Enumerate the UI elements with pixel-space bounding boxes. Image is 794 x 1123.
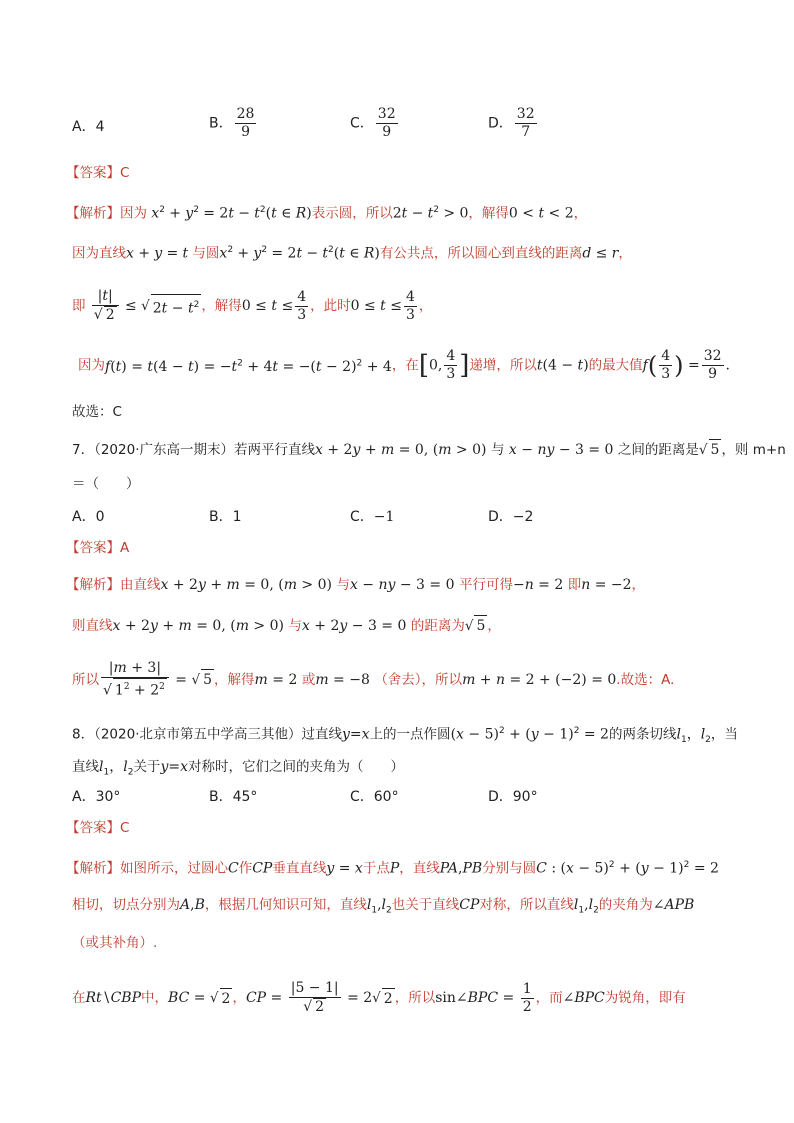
q7-option-c: C．−1 (350, 509, 395, 525)
q6-analysis-line-3: 即 $\frac{|t|}{√ 2}$ ≤ √ $2t - t^2$ ，解得0 ≤ t ≤ $\frac{4}{3}$ ，此时0 ≤ t ≤ $\frac{4}{3}$ ， (72, 288, 433, 323)
q7-stem-line-1: 7．（2020·广东高一期末）若两平行直线x + 2y + m = 0, (m > 0) 与 x − ny − 3 = 0 之间的距离是√ 5 ，则 m+n (72, 439, 786, 460)
answer-value: C (120, 165, 130, 181)
q7-option-d: D．−2 (488, 509, 534, 525)
q6-analysis-line-4: 因为$f(t) = t(4 - t) = -t^2 + 4t = -(t - 2)^2 + 4$，在[0, $\frac{4}{3}$ ]递增，所以t(4 − t)的最大值f( $\frac{4}{3}$ ) = $\frac{32}{9}$ . (78, 348, 730, 382)
q6-analysis-line-1: 【解析】因为 $x^2 + y^2 = 2t - t^2(t$ ∈ R)表示圆，所以$2t - t^2 > 0$，解得0 < t < 2， (66, 205, 588, 222)
q6-analysis-line-2: 因为直线x + y = t 与圆$x^2 + y^2 = 2t - t^2(t$ ∈ R)有公共点，所以圆心到直线的距离d ≤ r， (72, 245, 632, 262)
q7-answer (66, 538, 129, 558)
analysis-tag: 【解析】 (66, 205, 120, 222)
q8-stem-line-2: 直线$l_1$，$l_2$关于y=x对称时，它们之间的夹角为（ ） (72, 759, 404, 778)
q6-choose: 故选：C (72, 404, 122, 420)
q6-option-d (488, 106, 539, 141)
answer-tag: 【答案】 (66, 540, 120, 556)
q6-option-c-label: C． (350, 115, 374, 132)
q8-option-c: C．60° (350, 789, 399, 805)
analysis-tag: 【解析】 (66, 577, 120, 593)
q8-analysis-line-4: 在Rt∖CBP中，BC = √ 2 ，CP = $\frac{|5 - 1|}{√ 2}$ = 2√ 2 ，所以sin∠BPC = $\frac{1}{2}$ ，而∠BPC为锐角，即有 (72, 980, 686, 1015)
q6-option-c (350, 106, 400, 141)
q8-option-b: B．45° (209, 789, 258, 805)
q8-stem-line-1: 8．（2020·北京市第五中学高三其他）过直线y=x上的一点作圆$(x - 5)^2 + (y - 1)^2 = 2$的两条切线$l_1$，$l_2$，当 (72, 726, 738, 746)
answer-value: C (120, 820, 130, 836)
answer-tag: 【答案】 (66, 820, 120, 836)
q6-option-d-fraction: $\frac{32}{7}$ (516, 106, 535, 140)
q6-answer (66, 163, 129, 183)
q7-analysis-line-2: 则直线x + 2y + m = 0, (m > 0) 与x + 2y − 3 = 0 的距离为√ 5 ， (72, 615, 501, 636)
q6-option-d-label: D． (488, 115, 513, 132)
q7-analysis-line-1: 【解析】由直线x + 2y + m = 0, (m > 0) 与x − ny − 3 = 0 平行可得−n = 2 即n = −2， (66, 577, 646, 593)
q8-analysis-line-1: 【解析】如图所示，过圆心C作CP垂直直线y = x于点P，直线PA,PB分别与圆C : $(x - 5)^2 + (y - 1)^2 = 2$ (66, 860, 719, 877)
q6-option-b-fraction: $\frac{28}{9}$ (236, 106, 255, 140)
q8-analysis-line-2: 相切，切点分别为A,B，根据几何知识可知，直线$l_1,l_2$也关于直线CP对称，所以直线$l_1,l_2$的夹角为∠APB (72, 897, 695, 916)
q7-option-b: B．1 (209, 509, 242, 525)
q7-stem-line-2: ＝（ ） (72, 476, 140, 492)
q8-option-d: D．90° (488, 789, 538, 805)
q6-option-a: A．4 (72, 119, 105, 135)
q6-option-b-label: B． (209, 115, 233, 132)
q8-analysis-line-3: （或其补角）. (72, 935, 158, 951)
answer-tag: 【答案】 (66, 165, 120, 181)
q8-option-a: A．30° (72, 789, 121, 805)
q6-option-c-fraction: $\frac{32}{9}$ (377, 106, 396, 140)
q8-answer (66, 818, 129, 838)
q6-option-b (209, 106, 258, 141)
analysis-tag: 【解析】 (66, 860, 120, 877)
q7-analysis-line-3: 所以 $\frac{|m + 3|}{√ 1^2 + 2^2}$ = √ 5 ，解得m = 2 或m = −8 （舍去），所以m + n = 2 + (−2) = 0.故选：A. (72, 660, 675, 699)
answer-value: A (120, 540, 130, 556)
q7-option-a: A．0 (72, 509, 105, 525)
